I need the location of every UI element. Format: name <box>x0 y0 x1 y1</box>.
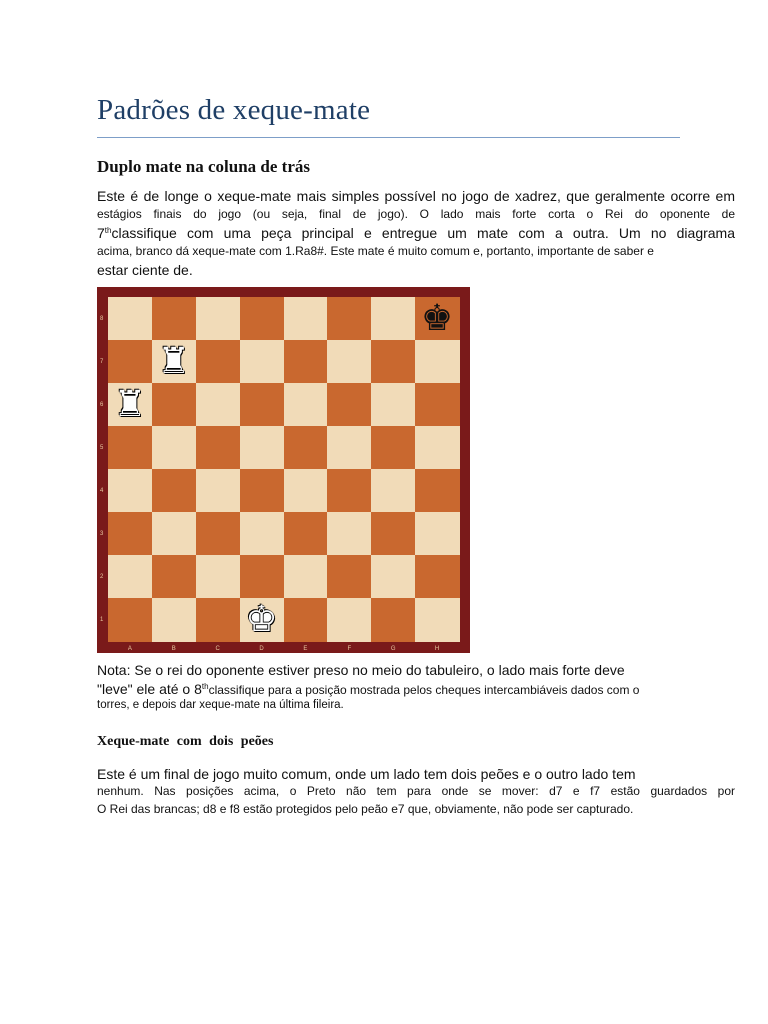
board-square-f7 <box>327 340 371 384</box>
file-label: B <box>171 646 176 652</box>
board-square-c5 <box>196 426 240 470</box>
white-rook-icon: ♜ <box>113 383 147 425</box>
rank-label: 7 <box>100 358 104 365</box>
board-square-g3 <box>371 512 415 556</box>
board-square-b5 <box>152 426 196 470</box>
paragraph-line: nenhum. Nas posições acima, o Preto não tem para onde se mover: d7 e f7 estão guardados por <box>97 784 735 798</box>
white-rook-icon: ♜ <box>157 340 190 382</box>
board-square-d3 <box>240 512 284 556</box>
title-divider <box>97 137 680 138</box>
chess-board <box>108 297 459 641</box>
board-square-f8 <box>327 297 371 341</box>
board-square-c6 <box>196 383 240 427</box>
board-square-b2 <box>152 555 196 599</box>
board-square-h2 <box>415 555 459 599</box>
board-square-e7 <box>284 340 328 384</box>
board-square-f2 <box>327 555 371 599</box>
board-square-d5 <box>240 426 284 470</box>
board-square-c3 <box>196 512 240 556</box>
page-title: Padrões de xeque-mate <box>97 94 371 126</box>
paragraph-line: O Rei das brancas; d8 e f8 estão protegidos pelo peão e7 que, obviamente, não pode ser capturado. <box>97 802 634 816</box>
board-square-f3 <box>327 512 371 556</box>
board-square-f1 <box>327 598 371 642</box>
board-square-a3 <box>108 512 152 556</box>
paragraph-line: Este é de longe o xeque-mate mais simples possível no jogo de xadrez, que geralmente ocorre em <box>97 188 735 204</box>
paragraph-line: Este é um final de jogo muito comum, onde um lado tem dois peões e o outro lado tem <box>97 766 636 782</box>
file-label: D <box>259 646 264 652</box>
board-square-g2 <box>371 555 415 599</box>
board-square-b1 <box>152 598 196 642</box>
note-line: "leve" ele até o 8thclassifique para a posição mostrada pelos cheques intercambiáveis dados com o <box>97 681 640 697</box>
board-square-h7 <box>415 340 459 384</box>
section-heading-back-rank-mate: Duplo mate na coluna de trás <box>97 157 310 176</box>
board-square-e1 <box>284 598 328 642</box>
board-square-a7 <box>108 340 152 384</box>
board-square-e6 <box>284 383 328 427</box>
section-heading-two-pawns-mate: Xeque-mate com dois peões <box>97 734 274 749</box>
board-square-e3 <box>284 512 328 556</box>
paragraph-line: 7thclassifique com uma peça principal e entregue um mate com a outra. Um no diagrama <box>97 225 735 241</box>
board-square-a5 <box>108 426 152 470</box>
board-square-g1 <box>371 598 415 642</box>
board-square-e5 <box>284 426 328 470</box>
board-square-a4 <box>108 469 152 513</box>
board-square-d4 <box>240 469 284 513</box>
board-square-f5 <box>327 426 371 470</box>
paragraph-line: estágios finais do jogo (ou seja, final de jogo). O lado mais forte corta o Rei do oponente de <box>97 207 735 221</box>
note-line: torres, e depois dar xeque-mate na última fileira. <box>97 699 344 711</box>
board-square-d7 <box>240 340 284 384</box>
rank-label: 5 <box>100 444 104 451</box>
board-square-d2 <box>240 555 284 599</box>
board-square-a2 <box>108 555 152 599</box>
board-square-h4 <box>415 469 459 513</box>
board-square-c2 <box>196 555 240 599</box>
note-line: Nota: Se o rei do oponente estiver preso no meio do tabuleiro, o lado mais forte deve <box>97 662 625 678</box>
board-square-a1 <box>108 598 152 642</box>
board-square-g8 <box>371 297 415 341</box>
chess-diagram <box>97 287 470 653</box>
board-square-c8 <box>196 297 240 341</box>
board-square-g6 <box>371 383 415 427</box>
rank-label: 8 <box>100 315 104 322</box>
rank-label: 3 <box>100 530 104 537</box>
board-square-c4 <box>196 469 240 513</box>
file-label: F <box>347 646 352 652</box>
paragraph-line: acima, branco dá xeque-mate com 1.Ra8#. Este mate é muito comum e, portanto, importante de saber e <box>97 244 654 258</box>
black-king-icon: ♚ <box>420 297 454 339</box>
board-square-g5 <box>371 426 415 470</box>
file-label: C <box>215 646 220 652</box>
board-square-h5 <box>415 426 459 470</box>
board-square-b4 <box>152 469 196 513</box>
board-square-e4 <box>284 469 328 513</box>
rank-label: 6 <box>100 401 104 408</box>
paragraph-line: estar ciente de. <box>97 262 193 278</box>
board-square-e2 <box>284 555 328 599</box>
rank-label: 4 <box>100 487 104 494</box>
board-square-d6 <box>240 383 284 427</box>
file-label: A <box>127 646 132 652</box>
board-square-g4 <box>371 469 415 513</box>
board-square-h3 <box>415 512 459 556</box>
board-square-e8 <box>284 297 328 341</box>
board-square-b6 <box>152 383 196 427</box>
board-square-b8 <box>152 297 196 341</box>
board-square-h6 <box>415 383 459 427</box>
file-label: E <box>303 646 308 652</box>
board-square-f4 <box>327 469 371 513</box>
board-square-c1 <box>196 598 240 642</box>
board-square-c7 <box>196 340 240 384</box>
board-square-b3 <box>152 512 196 556</box>
board-square-g7 <box>371 340 415 384</box>
file-label: H <box>434 646 440 652</box>
white-king-icon: ♚ <box>245 598 278 640</box>
rank-label: 2 <box>100 573 104 580</box>
board-square-d8 <box>240 297 284 341</box>
board-square-f6 <box>327 383 371 427</box>
board-square-h1 <box>415 598 459 642</box>
rank-label: 1 <box>100 616 104 623</box>
file-label: G <box>390 646 396 652</box>
board-square-a8 <box>108 297 152 341</box>
